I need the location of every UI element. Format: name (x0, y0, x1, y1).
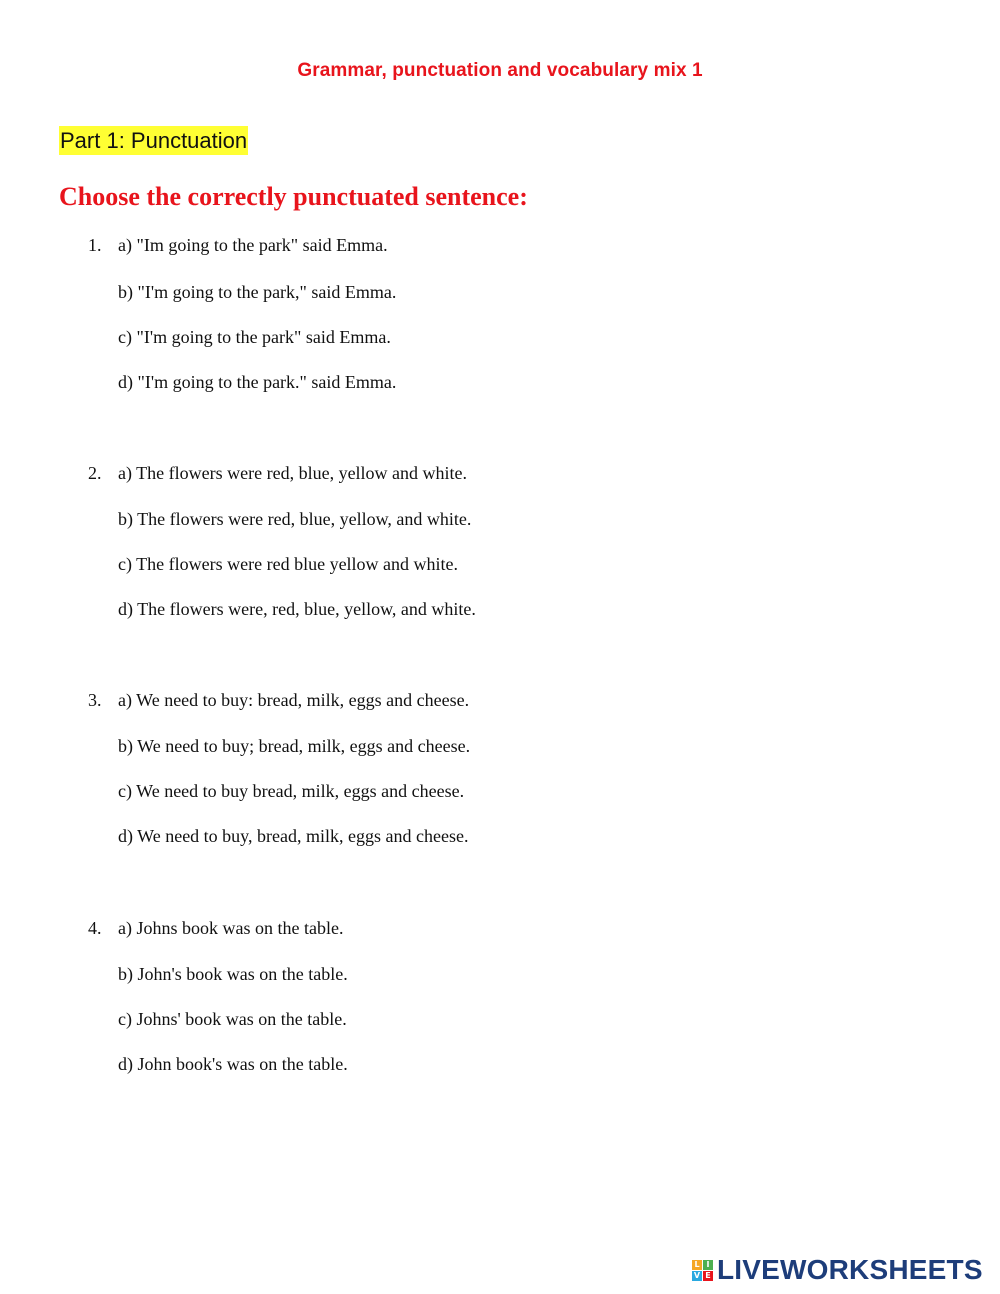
question-2-option-d[interactable]: d) The flowers were, red, blue, yellow, and white. (118, 599, 476, 619)
question-1-option-b[interactable]: b) "I'm going to the park," said Emma. (118, 282, 397, 302)
instruction-heading: Choose the correctly punctuated sentence: (59, 182, 528, 211)
question-number: 2. (88, 463, 102, 483)
logo-mark-tile: E (703, 1271, 713, 1281)
logo-mark-tile: L (692, 1260, 702, 1270)
question-4-option-a[interactable]: a) Johns book was on the table. (118, 918, 344, 938)
question-2-option-c[interactable]: c) The flowers were red blue yellow and white. (118, 554, 459, 574)
question-3-option-c[interactable]: c) We need to buy bread, milk, eggs and cheese. (118, 781, 465, 801)
question-2-option-a[interactable]: a) The flowers were red, blue, yellow and white. (118, 463, 468, 483)
question-4-option-d[interactable]: d) John book's was on the table. (118, 1054, 348, 1074)
question-number: 1. (88, 235, 102, 255)
part-heading: Part 1: Punctuation (60, 128, 248, 153)
question-3-option-d[interactable]: d) We need to buy, bread, milk, eggs and cheese. (118, 826, 469, 846)
question-number: 4. (88, 918, 102, 938)
worksheet-title: Grammar, punctuation and vocabulary mix 1 (297, 60, 703, 81)
logo-mark-tile: I (703, 1260, 713, 1270)
logo-text: LIVEWORKSHEETS (717, 1254, 983, 1285)
question-4-option-b[interactable]: b) John's book was on the table. (118, 964, 348, 984)
logo-mark-icon (692, 1260, 713, 1281)
question-number: 3. (88, 690, 102, 710)
question-1-option-c[interactable]: c) "I'm going to the park" said Emma. (118, 327, 391, 347)
liveworksheets-logo[interactable] (692, 1256, 983, 1284)
question-2-option-b[interactable]: b) The flowers were red, blue, yellow, and white. (118, 509, 472, 529)
question-1-option-a[interactable]: a) "Im going to the park" said Emma. (118, 235, 388, 255)
logo-mark-tile: V (693, 1270, 701, 1280)
question-1-option-d[interactable]: d) "I'm going to the park." said Emma. (118, 372, 397, 392)
question-3-option-a[interactable]: a) We need to buy: bread, milk, eggs and cheese. (118, 690, 470, 710)
question-4-option-c[interactable]: c) Johns' book was on the table. (118, 1009, 347, 1029)
question-3-option-b[interactable]: b) We need to buy; bread, milk, eggs and cheese. (118, 736, 471, 756)
